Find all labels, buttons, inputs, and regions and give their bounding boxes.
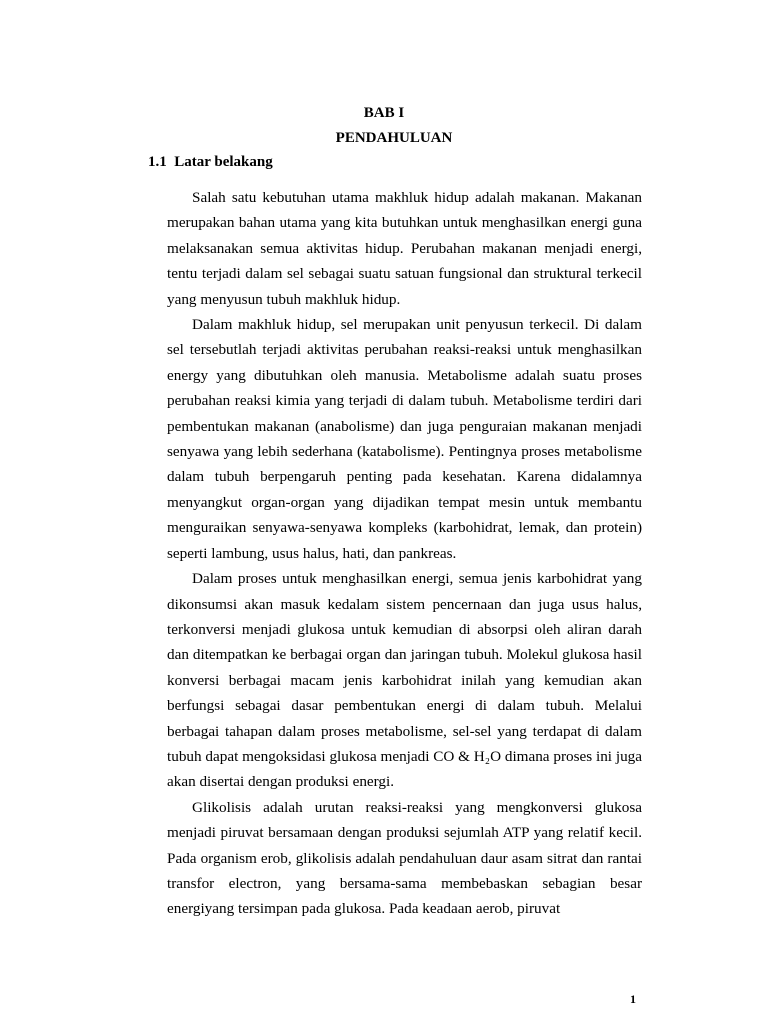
paragraph-1: Salah satu kebutuhan utama makhluk hidup adalah makanan. Makanan merupakan bahan utama yang kita butuhkan untuk menghasilkan energi guna melaksanakan semua aktivitas hidup. Perubahan makanan menjadi energi, tentu terjadi dalam sel sebagai suatu satuan fungsional dan struktural terkecil yang menyusun tubuh makhluk hidup. [167,189,642,308]
paragraph-4: Glikolisis adalah urutan reaksi-reaksi yang mengkonversi glukosa menjadi piruvat bersamaan dengan produksi sejumlah ATP yang relatif kecil. Pada organism erob, glikolisis adalah pendahuluan daur asam sitrat dan rantai transfor electron, yang bersama-sama membebaskan sebagian besar energiyang tersimpan pada glukosa. Pada keadaan aerob, piruvat [167,798,642,918]
page-number: 1 [630,992,636,1006]
section-heading: 1.1 Latar belakang [148,154,273,170]
paragraph-3: Dalam proses untuk menghasilkan energi, semua jenis karbohidrat yang dikonsumsi akan masuk kedalam sistem pencernaan dan juga usus halus, terkonversi menjadi glukosa untuk kemudian di absorpsi oleh aliran darah dan ditempatkan ke berbagai organ dan jaringan tubuh. Molekul glukosa hasil konversi berbagai macam jenis karbohidrat inilah yang kemudian akan berfungsi sebagai dasar pembentukan energi di dalam tubuh. Melalui berbagai tahapan dalam proses metabolisme, sel-sel yang terdapat di dalam tubuh dapat mengoksidasi glukosa menjadi CO & H₂O dimana proses ini juga akan disertai dengan produksi energi. [167,570,642,791]
body-text [167,185,642,922]
chapter-title: PENDAHULUAN [335,130,453,146]
chapter-number: BAB I [363,105,405,121]
paragraph-2: Dalam makhluk hidup, sel merupakan unit penyusun terkecil. Di dalam sel tersebutlah terjadi aktivitas perubahan reaksi-reaksi untuk menghasilkan energy yang dibutuhkan oleh manusia. Metabolisme adalah suatu proses perubahan reaksi kimia yang terjadi di dalam tubuh. Metabolisme terdiri dari pembentukan makanan (anabolisme) dan juga penguraian makanan menjadi senyawa yang lebih sederhana (katabolisme). Pentingnya proses metabolisme dalam tubuh berpengaruh penting pada kesehatan. Karena didalamnya menyangkut organ-organ yang dijadikan tempat mesin untuk membantu menguraikan senyawa-senyawa kompleks (karbohidrat, lemak, dan protein) seperti lambung, usus halus, hati, dan pankreas. [167,316,642,562]
